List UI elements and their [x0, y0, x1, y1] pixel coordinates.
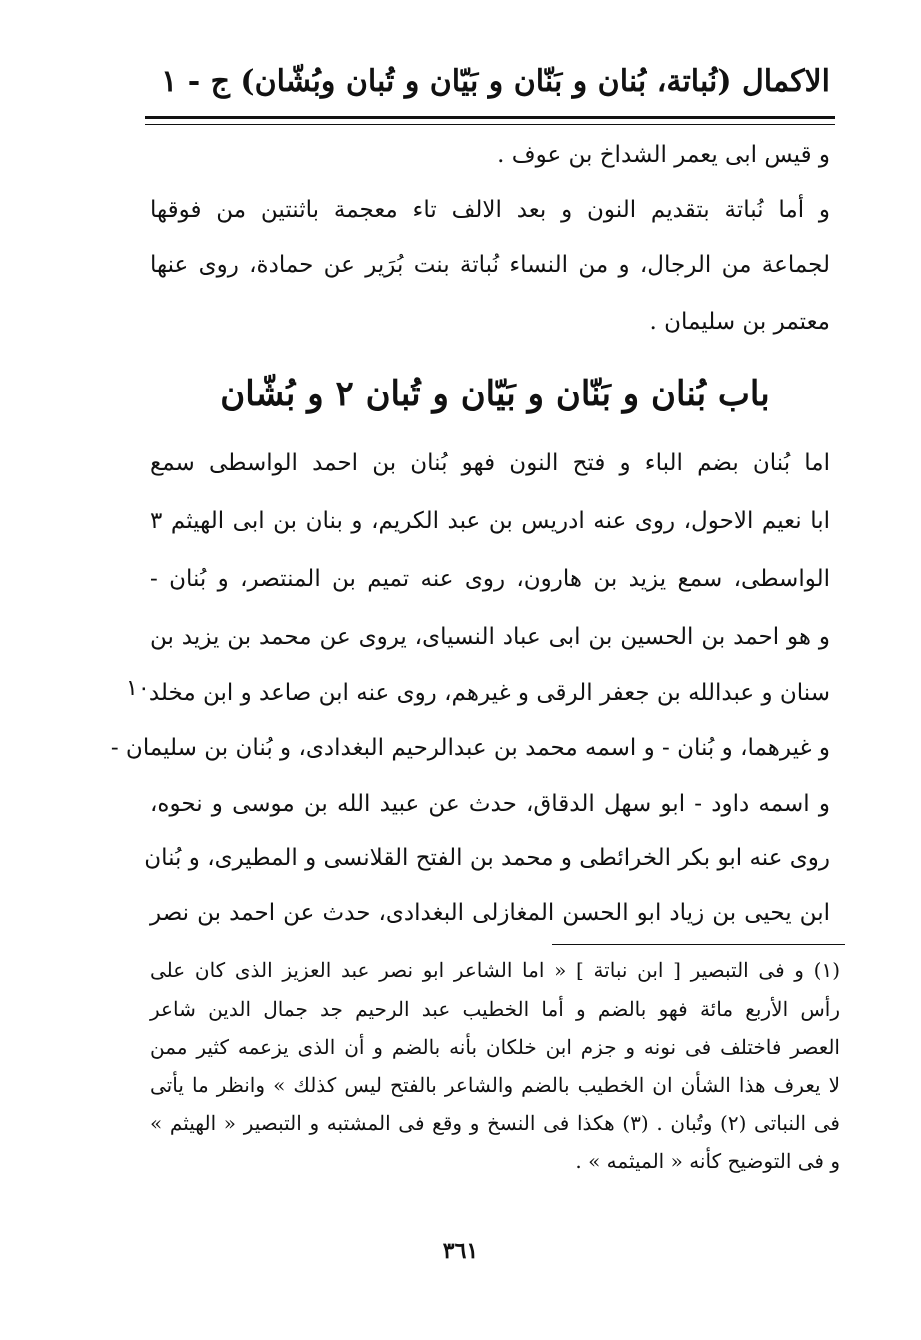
margin-line-number: ١٠	[126, 676, 150, 701]
footnote-line: رأس الأربع مائة فهو بالضم و أما الخطيب عبد الرحيم جد جمال الدين شاعر	[150, 997, 840, 1021]
text-line: و هو احمد بن الحسين بن ابى عباد النسياى، يروى عن محمد بن يزيد بن	[150, 624, 830, 650]
footnote-rule	[552, 944, 845, 945]
text-line: الواسطى، سمع يزيد بن هارون، روى عنه تميم بن المنتصر، و بُنان -	[150, 566, 830, 592]
text-line: لجماعة من الرجال، و من النساء نُباتة بنت بُرَير عن حمادة، روى عنها	[150, 252, 830, 278]
text-line: و قيس ابى يعمر الشداخ بن عوف .	[497, 142, 830, 168]
text-line: ابا نعيم الاحول، روى عنه ادريس بن عبد الكريم، و بنان بن ابى الهيثم ٣	[150, 508, 830, 534]
text-line: و أما نُباتة بتقديم النون و بعد الالف تاء معجمة باثنتين من فوقها	[150, 197, 830, 223]
footnote-line: و فى التوضيح كأنه « الميثمه » .	[575, 1149, 840, 1173]
text-line: ابن يحيى بن زياد ابو الحسن المغازلى البغدادى، حدث عن احمد بن نصر	[150, 900, 830, 926]
page-number: ٣٦١	[442, 1238, 479, 1264]
text-line: روى عنه ابو بكر الخرائطى و محمد بن الفتح القلانسى و المطيرى، و بُنان	[144, 845, 830, 871]
header-rule-thin	[145, 124, 835, 125]
footnote-line: لا يعرف هذا الشأن ان الخطيب بالضم والشاعر بالفتح ليس كذلك » وانظر ما يأتى	[150, 1073, 840, 1097]
text-line: اما بُنان بضم الباء و فتح النون فهو بُنان بن احمد الواسطى سمع	[150, 450, 830, 476]
section-heading: باب بُنان و بَنّان و بَيّان و تُبان ٢ و بُشّان	[220, 374, 770, 414]
text-line: و اسمه داود - ابو سهل الدقاق، حدث عن عبيد الله بن موسى و نحوه،	[150, 791, 830, 817]
text-line: و غيرهما، و بُنان - و اسمه محمد بن عبدالرحيم البغدادى، و بُنان بن سليمان -	[110, 735, 830, 761]
footnote-line: العصر فاختلف فى نونه و جزم ابن خلكان بأنه بالضم و أن الذى يزعمه كثير ممن	[150, 1035, 840, 1059]
running-header: الاكمال (نُباتة، بُنان و بَنّان و بَيّان و تُبان وبُشّان) ج - ١	[161, 64, 830, 99]
footnote-line: (١) و فى التبصير [ ابن نباتة ] « اما الشاعر ابو نصر عبد العزيز الذى كان على	[150, 958, 840, 982]
header-rule-thick	[145, 116, 835, 119]
footnote-line: فى النباتى (٢) وتُبان . (٣) هكذا فى النسخ و وقع فى المشتبه و التبصير « الهيثم »	[150, 1111, 840, 1135]
text-line: سنان و عبدالله بن جعفر الرقى و غيرهم، روى عنه ابن صاعد و ابن مخلد	[148, 680, 830, 706]
text-line: معتمر بن سليمان .	[649, 309, 830, 335]
